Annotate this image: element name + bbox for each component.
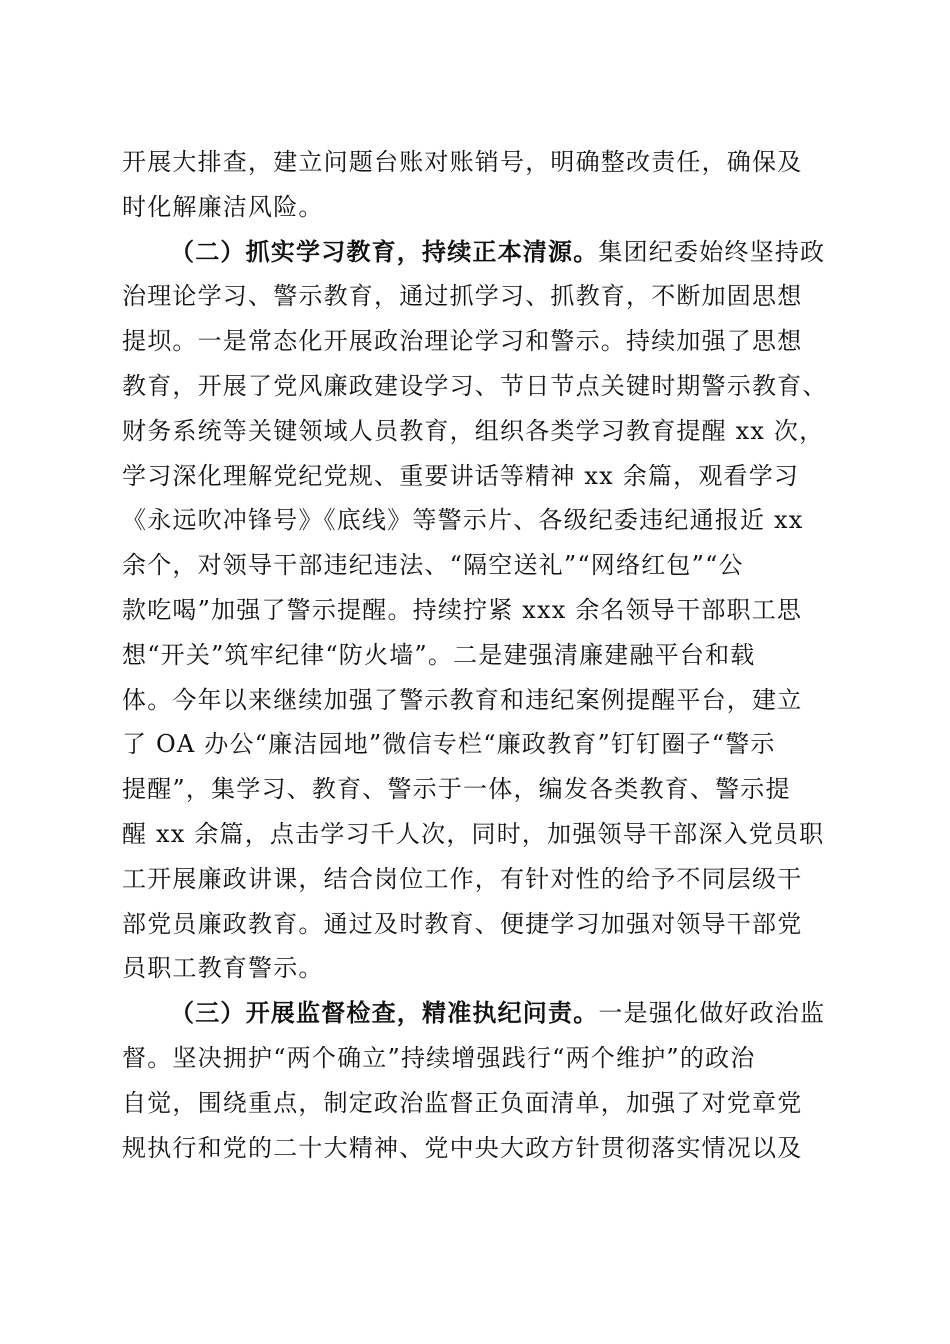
text-line <box>122 722 832 767</box>
body-text: 治理论学习、警示教育，通过抓学习、抓教育，不断加固思想 <box>122 282 803 311</box>
text-line <box>122 319 832 364</box>
body-text: 教育，开展了党风廉政建设学习、节日节点关键时期警示教育、 <box>122 371 828 400</box>
text-line <box>122 498 832 543</box>
text-line <box>122 543 832 588</box>
body-text: 工开展廉政讲课，结合岗位工作，有针对性的给予不同层级干 <box>122 864 803 893</box>
body-text: 规执行和党的二十大精神、党中央大政方针贯彻落实情况以及 <box>122 1133 803 1162</box>
body-text: 体。今年以来继续加强了警示教育和违纪案例提醒平台，建立 <box>122 685 803 714</box>
text-line <box>122 902 832 947</box>
body-text: 醒 xx 余篇，点击学习千人次，同时，加强领导干部深入党员职 <box>122 819 825 848</box>
document-body <box>122 140 832 1170</box>
body-text: 自觉，围绕重点，制定政治监督正负面清单，加强了对党章党 <box>122 1088 803 1117</box>
body-text: 想“开关”筑牢纪律“防火墙”。二是建强清廉建融平台和载 <box>122 640 756 669</box>
text-line <box>122 633 832 678</box>
text-line <box>122 678 832 723</box>
text-line <box>122 1036 832 1081</box>
body-text: 《永远吹冲锋号》《底线》等警示片、各级纪委违纪通报近 xx <box>122 506 804 535</box>
body-text: 提醒”，集学习、教育、警示于一体，编发各类教育、警示提 <box>122 775 791 804</box>
text-line <box>122 140 832 185</box>
body-text: 开展大排查，建立问题台账对账销号，明确整改责任，确保及 <box>122 148 803 176</box>
text-line <box>122 946 832 991</box>
text-line <box>122 812 832 857</box>
text-line <box>122 409 832 454</box>
body-text: 款吃喝”加强了警示提醒。持续拧紧 xxx 余名领导干部职工思 <box>122 595 803 624</box>
text-line <box>122 274 832 319</box>
body-text: 员职工教育警示。 <box>122 954 324 983</box>
text-line <box>122 454 832 499</box>
body-text: 学习深化理解党纪党规、重要讲话等精神 xx 余篇，观看学习 <box>122 461 800 490</box>
body-text: 余个，对领导干部违纪违法、“隔空送礼”“网络红包”“公 <box>122 551 744 580</box>
body-text: 集团纪委始终坚持政 <box>598 237 826 266</box>
text-line <box>122 1081 832 1126</box>
body-text: 督。坚决拥护“两个确立”持续增强践行“两个维护”的政治 <box>122 1043 756 1072</box>
body-text: 财务系统等关键领域人员教育，组织各类学习教育提醒 xx 次， <box>122 416 825 445</box>
text-line <box>122 857 832 902</box>
body-text: 提坝。一是常态化开展政治理论学习和警示。持续加强了思想 <box>122 327 803 356</box>
text-line <box>122 588 832 633</box>
section-heading: （三）开展监督检查，精准执纪问责。 <box>170 998 599 1028</box>
text-line <box>122 767 832 812</box>
text-line <box>122 1126 832 1171</box>
text-line <box>122 991 832 1036</box>
body-text: 了 OA 办公“廉洁园地”微信专栏“廉政教育”钉钉圈子“警示 <box>122 730 776 759</box>
body-text: 部党员廉政教育。通过及时教育、便捷学习加强对领导干部党 <box>122 909 803 938</box>
body-text: 一是强化做好政治监 <box>598 999 826 1028</box>
text-line <box>122 185 832 230</box>
text-line <box>122 364 832 409</box>
body-text: 时化解廉洁风险。 <box>122 192 324 221</box>
text-line <box>122 230 832 275</box>
section-heading: （二）抓实学习教育，持续正本清源。 <box>170 236 599 266</box>
